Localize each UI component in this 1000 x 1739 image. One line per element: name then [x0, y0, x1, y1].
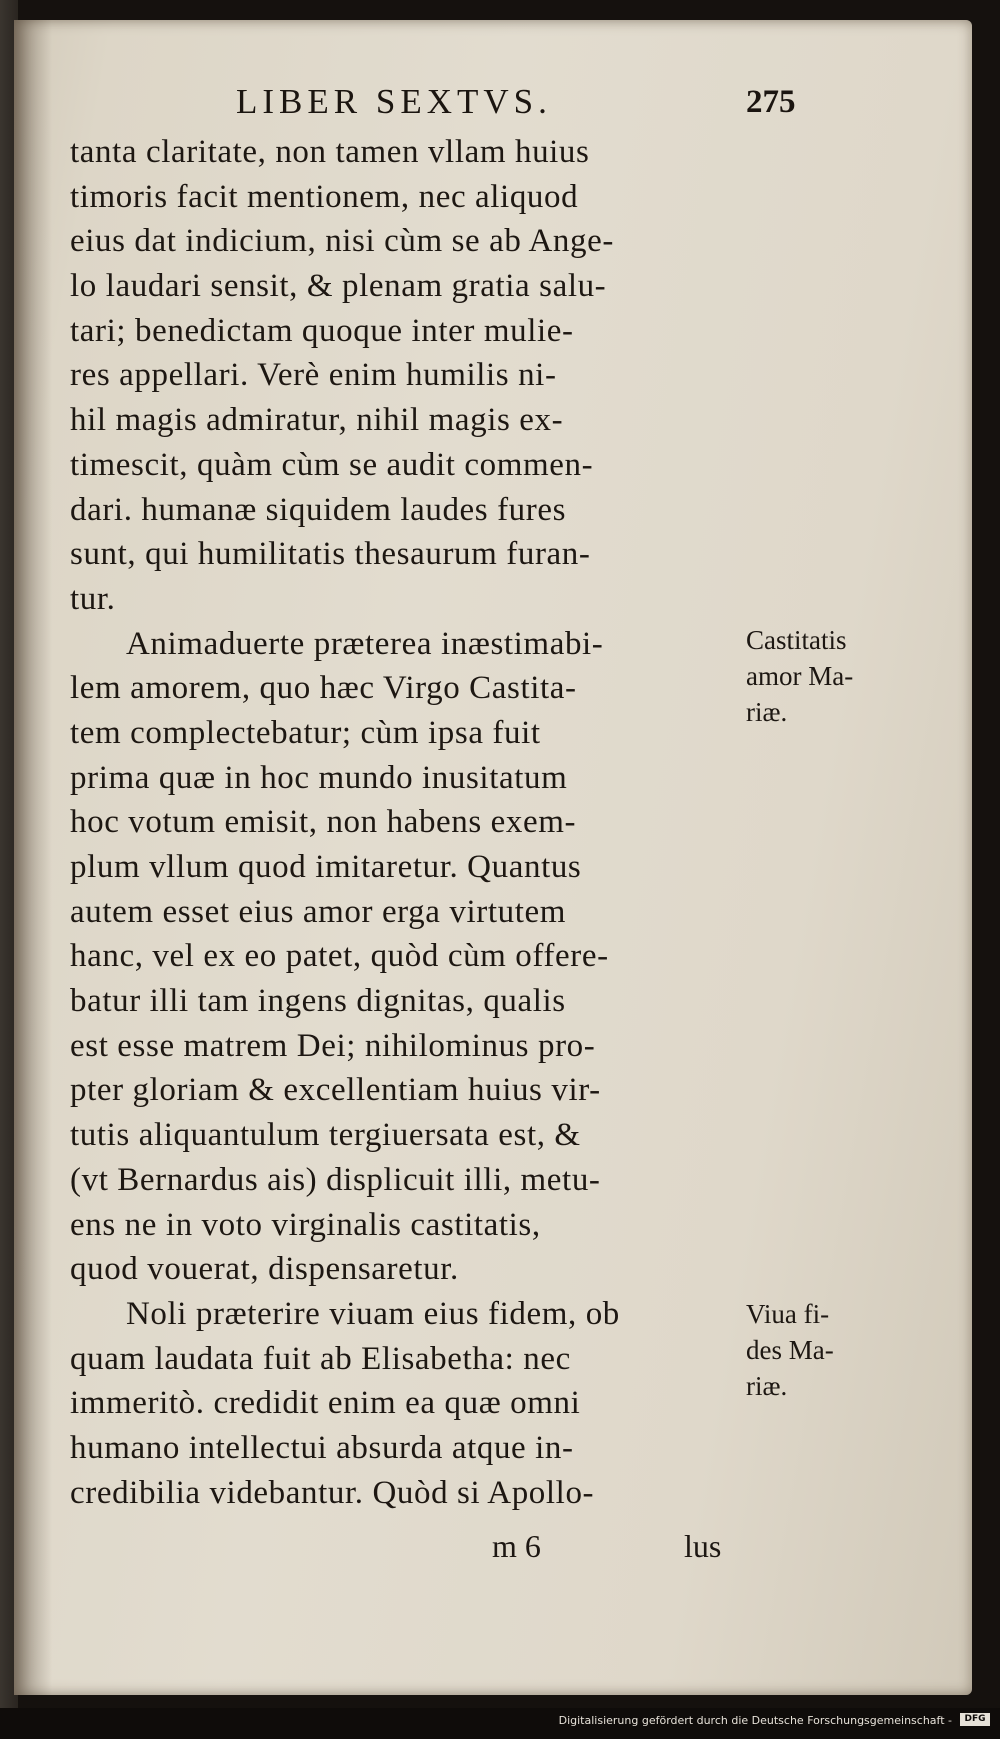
text-line: hanc, vel ex eo patet, quòd cùm offere-: [70, 938, 609, 975]
text-line: eius dat indicium, nisi cùm se ab Ange-: [70, 223, 614, 260]
text-line: pter gloriam & excellentiam huius vir-: [70, 1072, 601, 1109]
margin-note-line: des Ma-: [746, 1335, 834, 1365]
margin-note-castitatis: [746, 622, 896, 730]
text-line: batur illi tam ingens dignitas, qualis: [70, 983, 566, 1020]
text-line: est esse matrem Dei; nihilominus pro-: [70, 1027, 596, 1064]
text-line: hoc votum emisit, non habens exem-: [70, 804, 577, 841]
body-text: [70, 130, 734, 1515]
text-line: (vt Bernardus ais) displicuit illi, metu-: [70, 1161, 601, 1198]
text-line: tem complectebatur; cùm ipsa fuit: [70, 714, 541, 751]
text-line: lo laudari sensit, & plenam gratia salu-: [70, 268, 607, 305]
text-line: tur.: [70, 580, 116, 617]
text-line: sunt, qui humilitatis thesaurum furan-: [70, 536, 591, 573]
margin-note-line: riæ.: [746, 697, 788, 727]
text-line: ens ne in voto virginalis castitatis,: [70, 1206, 541, 1243]
margin-note-fides: [746, 1296, 896, 1404]
text-line: res appellari. Verè enim humilis ni-: [70, 357, 557, 394]
signature-mark: m 6: [492, 1528, 541, 1564]
text-line: quam laudata fuit ab Elisabetha: nec: [70, 1340, 571, 1377]
text-line: quod vouerat, dispensaretur.: [70, 1251, 459, 1288]
text-line: tutis aliquantulum tergiuersata est, &: [70, 1117, 581, 1154]
page-number: 275: [746, 84, 796, 120]
margin-note-line: Viua fi-: [746, 1299, 830, 1329]
paragraph-start-line: Noli præterire viuam eius fidem, ob: [126, 1295, 620, 1332]
text-line: tari; benedictam quoque inter mulie-: [70, 312, 574, 349]
dfg-logo: DFG: [960, 1713, 990, 1726]
text-line: dari. humanæ siquidem laudes fures: [70, 491, 567, 528]
margin-note-line: Castitatis: [746, 625, 847, 655]
text-line: timoris facit mentionem, nec aliquod: [70, 178, 579, 215]
text-line: timescit, quàm cùm se audit commen-: [70, 446, 594, 483]
running-head: LIBER SEXTVS.: [236, 82, 552, 121]
text-line: hil magis admiratur, nihil magis ex-: [70, 402, 564, 439]
paragraph-start-line: Animaduerte præterea inæstimabi-: [126, 625, 604, 662]
text-line: credibilia videbantur. Quòd si Apollo-: [70, 1474, 595, 1511]
text-line: immeritò. credidit enim ea quæ omni: [70, 1385, 581, 1422]
text-line: autem esset eius amor erga virtutem: [70, 893, 566, 930]
text-line: lem amorem, quo hæc Virgo Castita-: [70, 670, 577, 707]
margin-note-line: riæ.: [746, 1371, 788, 1401]
catchword: lus: [684, 1528, 722, 1564]
text-line: tanta claritate, non tamen vllam huius: [70, 134, 590, 170]
margin-note-line: amor Ma-: [746, 661, 854, 691]
text-line: humano intellectui absurda atque in-: [70, 1429, 574, 1466]
text-line: plum vllum quod imitaretur. Quantus: [70, 849, 582, 885]
funding-credit: Digitalisierung gefördert durch die Deutsche Forschungsgemeinschaft -: [558, 1714, 952, 1727]
binding-shadow: [14, 20, 52, 1695]
text-line: prima quæ in hoc mundo inusitatum: [70, 759, 568, 796]
